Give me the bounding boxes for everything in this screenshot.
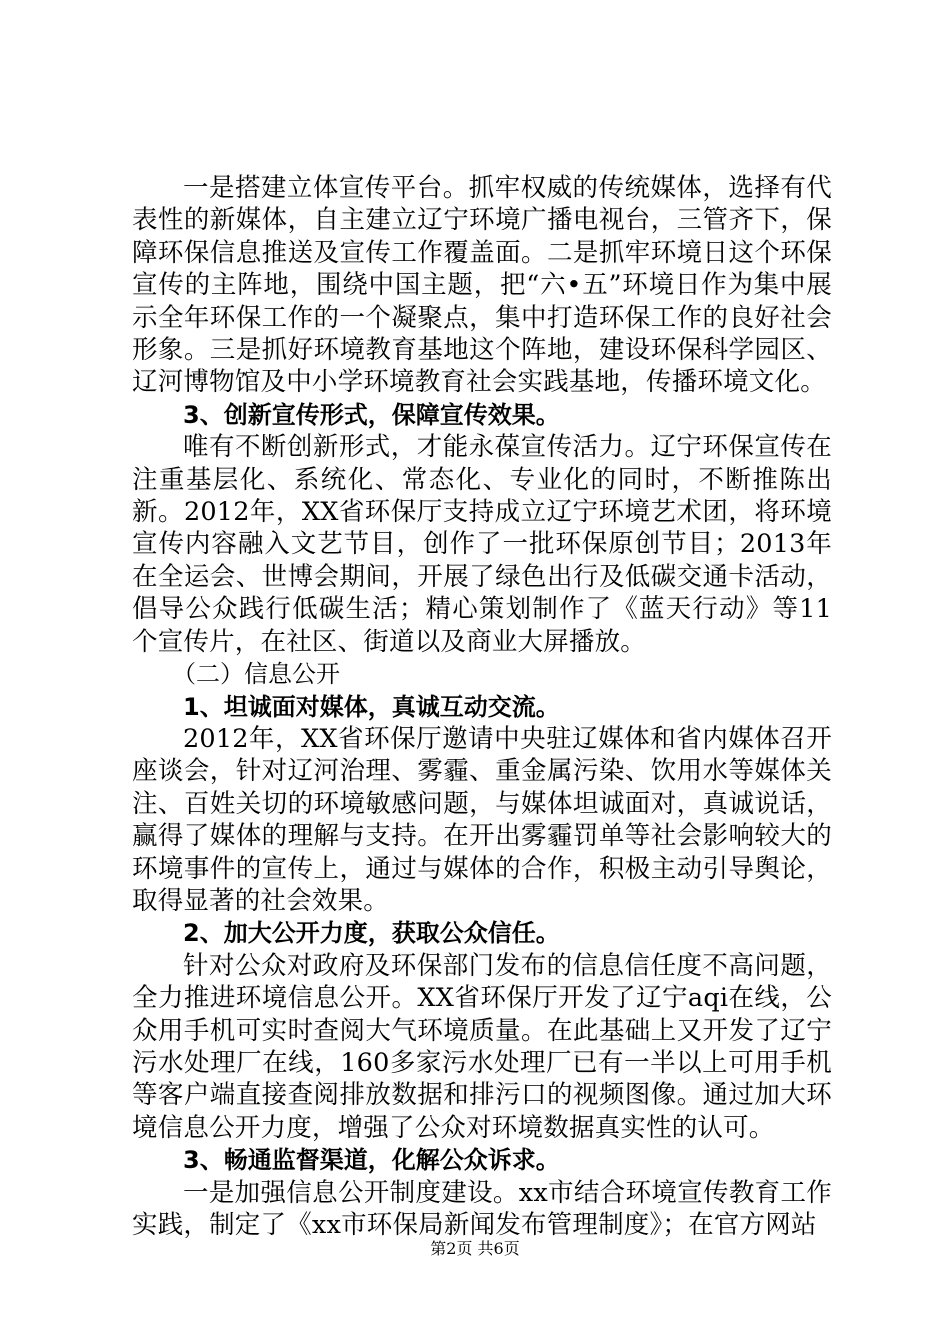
- paragraph-face-media: 2012年，XX省环保厅邀请中央驻辽媒体和省内媒体召开座谈会，针对辽河治理、雾霾、重金属污染、饮用水等媒体关注、百姓关切的环境敏感问题，与媒体坦诚面对，真诚说话，赢得了媒体的理解与支持。在开出雾霾罚单等社会影响较大的环境事件的宣传上，通过与媒体的合作，积极主动引导舆论，取得显著的社会效果。: [132, 723, 832, 916]
- paragraph-supervision-channels: 一是加强信息公开制度建设。xx市结合环境宣传教育工作实践，制定了《xx市环保局新闻发布管理制度》；在官方网站: [132, 1177, 832, 1240]
- heading-innovate-publicity: 3、创新宣传形式，保障宣传效果。: [183, 400, 560, 429]
- paragraph-increase-disclosure: 针对公众对政府及环保部门发布的信息信任度不高问题，全力推进环境信息公开。XX省环保厅开发了辽宁aqi在线，公众用手机可实时查阅大气环境质量。在此基础上又开发了辽宁污水处理厂在线，160多家污水处理厂已有一半以上可用手机等客户端直接查阅排放数据和排污口的视频图像。通过加大环境信息公开力度，增强了公众对环境数据真实性的认可。: [132, 950, 832, 1143]
- page-footer: [0, 1238, 950, 1260]
- heading-supervision-channels: 3、畅通监督渠道，化解公众诉求。: [183, 1146, 560, 1175]
- heading-face-media: 1、坦诚面对媒体，真诚互动交流。: [183, 692, 560, 721]
- section-heading-info-disclosure: （二）信息公开: [172, 660, 340, 689]
- paragraph-innovate-publicity: 唯有不断创新形式，才能永葆宣传活力。辽宁环保宣传在注重基层化、系统化、常态化、专业化的同时，不断推陈出新。2012年，XX省环保厅支持成立辽宁环境艺术团，将环境宣传内容融入文艺节目，创作了一批环保原创节目；2013年在全运会、世博会期间，开展了绿色出行及低碳交通卡活动，倡导公众践行低碳生活；精心策划制作了《蓝天行动》等11个宣传片，在社区、街道以及商业大屏播放。: [132, 432, 832, 657]
- heading-increase-disclosure: 2、加大公开力度，获取公众信任。: [183, 919, 560, 948]
- page-number-label: 第2页 共6页: [430, 1239, 520, 1258]
- paragraph-promotion-platform: 一是搭建立体宣传平台。抓牢权威的传统媒体，选择有代表性的新媒体，自主建立辽宁环境广播电视台，三管齐下，保障环保信息推送及宣传工作覆盖面。二是抓牢环境日这个环保宣传的主阵地，围绕中国主题，把“六•五”环境日作为集中展示全年环保工作的一个凝聚点，集中打造环保工作的良好社会形象。三是抓好环境教育基地这个阵地，建设环保科学园区、辽河博物馆及中小学环境教育社会实践基地，传播环境文化。: [132, 173, 832, 398]
- document-body: [132, 172, 832, 1241]
